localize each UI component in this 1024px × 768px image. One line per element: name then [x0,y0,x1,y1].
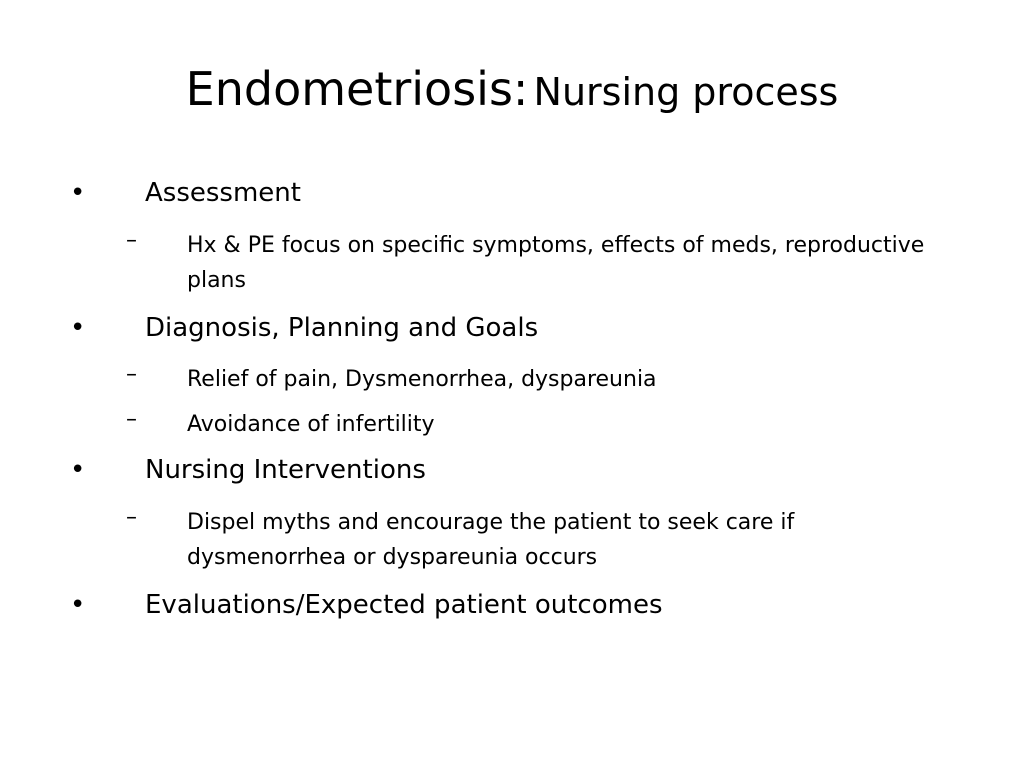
dash-marker: – [126,407,137,432]
bullet-marker: • [70,455,86,485]
sub-bullet-text: Dispel myths and encourage the patient to seek care if dysmenorrhea or dyspareunia occurs [187,510,795,570]
bullet-marker: • [70,313,86,343]
bullet-text: Assessment [145,178,301,208]
dash-marker: – [126,505,137,530]
dash-marker: – [126,362,137,387]
title-main: Endometriosis: [185,62,529,116]
sub-bullet-text: Hx & PE focus on specific symptoms, effects of meds, reproductive plans [187,233,925,293]
dash-marker: – [126,228,137,253]
bullet-text: Nursing Interventions [145,455,426,485]
sub-bullet-text: Avoidance of infertility [187,412,435,437]
bullet-text: Diagnosis, Planning and Goals [145,313,539,343]
sub-bullet-text: Relief of pain, Dysmenorrhea, dyspareunia [187,367,657,392]
title-subtitle: Nursing process [533,70,839,114]
bullet-text: Evaluations/Expected patient outcomes [145,590,663,620]
bullet-marker: • [70,590,86,620]
bullet-marker: • [70,178,86,208]
